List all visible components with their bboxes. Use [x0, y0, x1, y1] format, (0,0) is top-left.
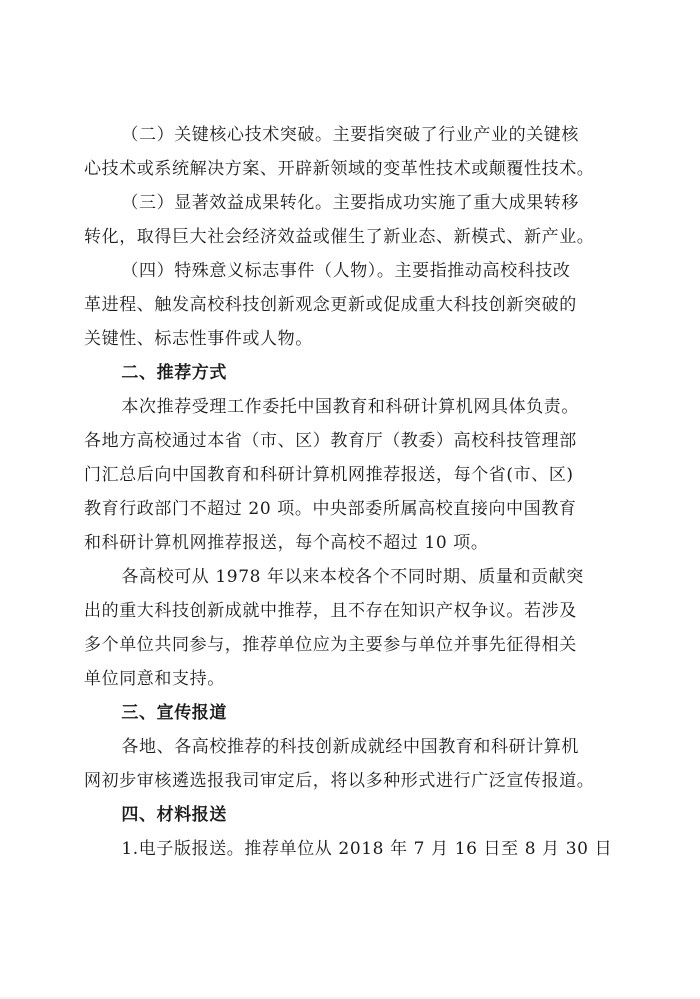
- paragraph-landmark-events: [84, 254, 616, 356]
- section-heading-recommendation-method: 二、推荐方式: [121, 363, 227, 383]
- text-line: （三）显著效益成果转化。主要指成功实施了重大成果转移: [121, 193, 579, 213]
- text-line: 心技术或系统解决方案、开辟新领域的变革性技术或颠覆性技术。: [84, 159, 595, 179]
- paragraph-achievement-transfer: [84, 186, 616, 254]
- text-line: 和科研计算机网推荐报送，每个高校不超过 10 项。: [84, 533, 489, 553]
- text-line: 各地、各高校推荐的科技创新成就经中国教育和科研计算机: [121, 737, 579, 757]
- text-line: 多个单位共同参与，推荐单位应为主要参与单位并事先征得相关: [84, 635, 577, 655]
- document-page: [84, 118, 616, 866]
- text-line: 出的重大科技创新成就中推荐，且不存在知识产权争议。若涉及: [84, 601, 577, 621]
- paragraph-recommendation-process: [84, 390, 616, 560]
- text-line: 革进程、触发高校科技创新观念更新或促成重大科技创新突破的: [84, 295, 577, 315]
- text-line: 关键性、标志性事件或人物。: [84, 329, 313, 349]
- text-line: 门汇总后向中国教育和科研计算机网推荐报送，每个省(市、区): [84, 465, 574, 485]
- paragraph-core-tech-breakthrough: [84, 118, 616, 186]
- section-heading-publicity: 三、宣传报道: [121, 703, 227, 723]
- text-line: 网初步审核遴选报我司审定后，将以多种形式进行广泛宣传报道。: [84, 771, 595, 791]
- paragraph-electronic-submission: [84, 832, 616, 866]
- paragraph-publicity: [84, 730, 616, 798]
- text-line: 教育行政部门不超过 20 项。中央部委所属高校直接向中国教育: [84, 499, 577, 519]
- text-line: 各地方高校通过本省（市、区）教育厅（教委）高校科技管理部: [84, 431, 577, 451]
- text-line: 1.电子版报送。推荐单位从 2018 年 7 月 16 日至 8 月 30 日: [121, 839, 613, 859]
- text-line: 各高校可从 1978 年以来本校各个不同时期、质量和贡献突: [121, 567, 584, 587]
- text-line: 本次推荐受理工作委托中国教育和科研计算机网具体负责。: [121, 397, 579, 417]
- text-line: 转化，取得巨大社会经济效益或催生了新业态、新模式、新产业。: [84, 227, 595, 247]
- text-line: 单位同意和支持。: [84, 669, 225, 689]
- text-line: （二）关键核心技术突破。主要指突破了行业产业的关键核: [121, 125, 579, 145]
- paragraph-eligibility: [84, 560, 616, 696]
- text-line: （四）特殊意义标志事件（人物）。主要指推动高校科技改: [121, 261, 571, 281]
- section-heading-material-submission: 四、材料报送: [121, 805, 227, 825]
